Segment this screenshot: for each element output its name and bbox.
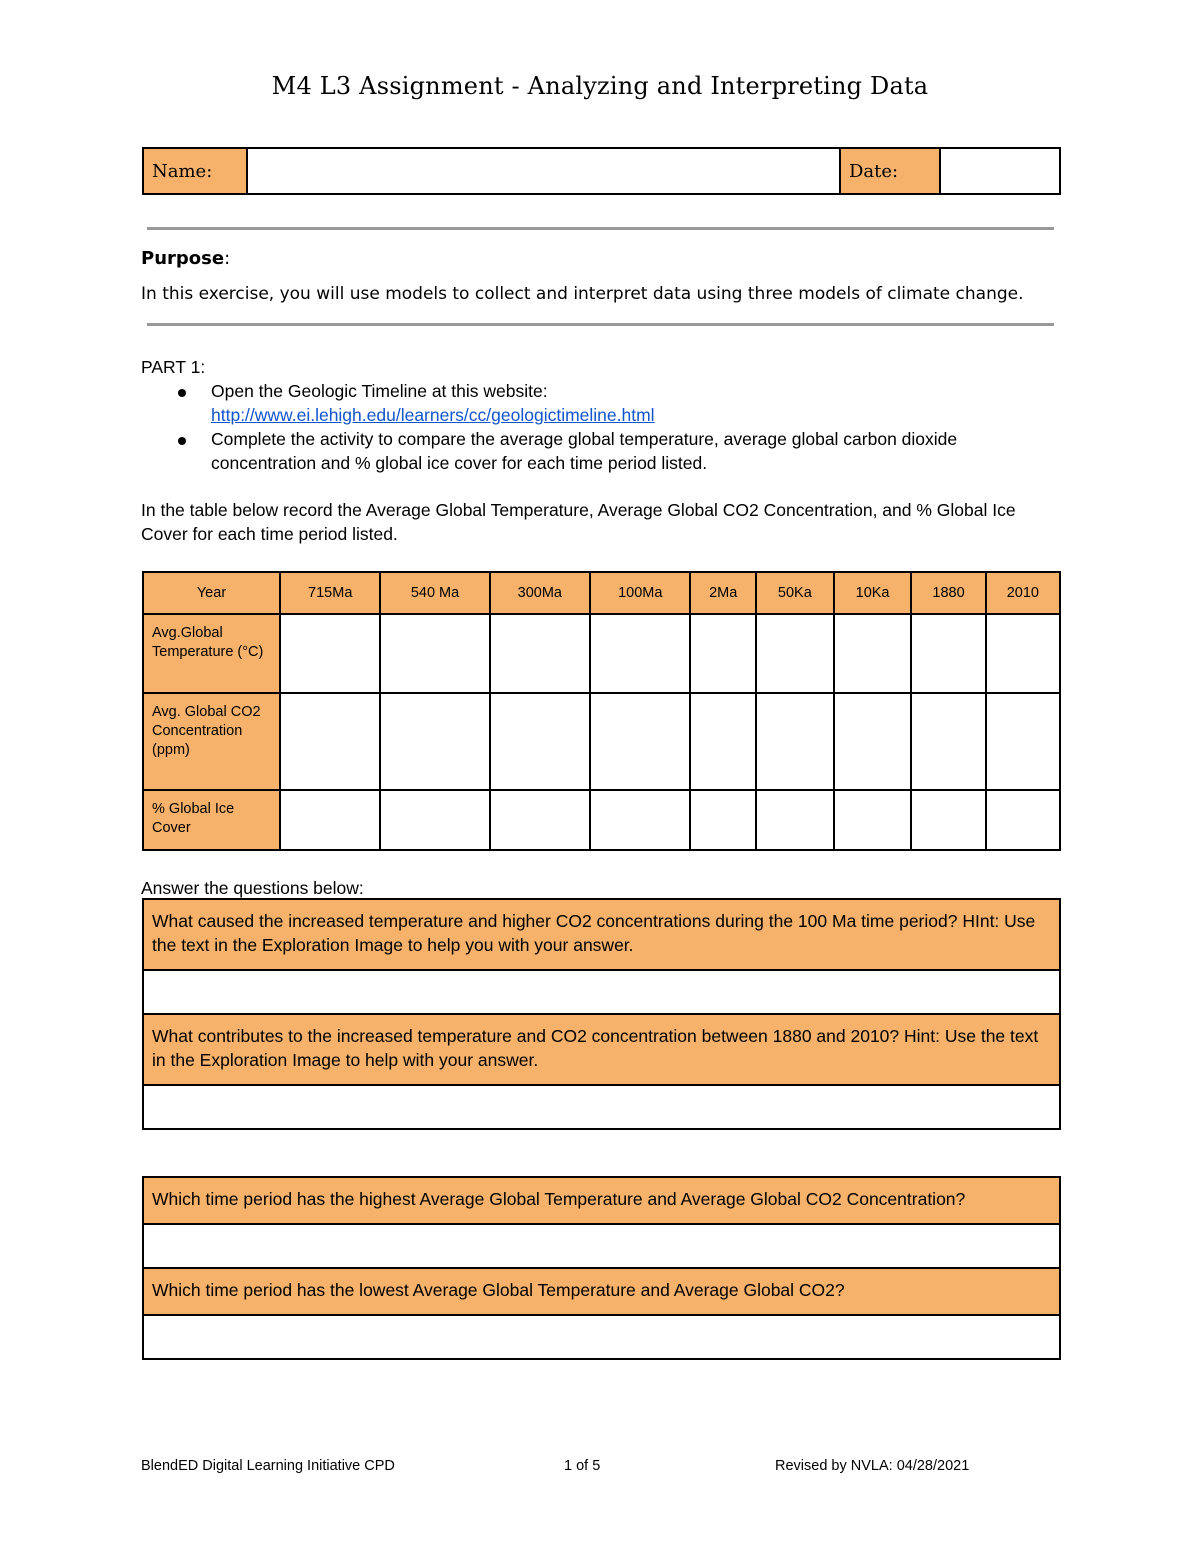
name-field[interactable] xyxy=(247,148,840,194)
list-item xyxy=(141,379,1061,427)
climate-data-table xyxy=(142,571,1061,851)
bullet2-text: Complete the activity to compare the average global temperature, average global carbon dioxide concentration and % global ice cover for each time period listed. xyxy=(211,429,958,473)
data-cell[interactable] xyxy=(490,614,590,693)
data-cell[interactable] xyxy=(380,614,489,693)
row-label-temperature: Avg.Global Temperature (°C) xyxy=(143,614,280,693)
data-cell[interactable] xyxy=(590,614,690,693)
divider xyxy=(147,227,1054,230)
data-cell[interactable] xyxy=(986,614,1060,693)
answer-field[interactable] xyxy=(143,970,1060,1014)
name-label: Name: xyxy=(143,148,247,194)
period-header: 715Ma xyxy=(280,572,380,614)
question-text: What caused the increased temperature and higher CO2 concentrations during the 100 Ma time period? HInt: Use the text in the Exploration Image to help you with your answer. xyxy=(143,899,1060,970)
question-text: What contributes to the increased temperature and CO2 concentration between 1880 and 2010? Hint: Use the text in the Exploration Image to help with your answer. xyxy=(143,1014,1060,1085)
divider xyxy=(147,323,1054,326)
data-cell[interactable] xyxy=(590,693,690,790)
data-cell[interactable] xyxy=(490,790,590,850)
period-header: 10Ka xyxy=(834,572,912,614)
data-cell[interactable] xyxy=(834,614,912,693)
data-cell[interactable] xyxy=(590,790,690,850)
data-cell[interactable] xyxy=(380,790,489,850)
footer-left: BlendED Digital Learning Initiative CPD xyxy=(141,1458,395,1474)
data-cell[interactable] xyxy=(756,693,834,790)
question-text: Which time period has the lowest Average Global Temperature and Average Global CO2? xyxy=(143,1268,1060,1315)
data-cell[interactable] xyxy=(690,790,755,850)
table-instructions: In the table below record the Average Global Temperature, Average Global CO2 Concentration, and % Global Ice Cover for each time period listed. xyxy=(141,500,1016,544)
footer-revision: Revised by NVLA: 04/28/2021 xyxy=(775,1458,970,1474)
part1-bullet-list xyxy=(141,379,1061,475)
period-header: 2010 xyxy=(986,572,1060,614)
data-cell[interactable] xyxy=(986,790,1060,850)
period-header: 50Ka xyxy=(756,572,834,614)
data-cell[interactable] xyxy=(380,693,489,790)
period-header: 100Ma xyxy=(590,572,690,614)
data-cell[interactable] xyxy=(834,790,912,850)
period-header: 1880 xyxy=(911,572,985,614)
list-item xyxy=(141,427,1061,475)
answer-field[interactable] xyxy=(143,1085,1060,1129)
period-header: 540 Ma xyxy=(380,572,489,614)
data-cell[interactable] xyxy=(490,693,590,790)
row-label-ice-cover: % Global Ice Cover xyxy=(143,790,280,850)
purpose-text: In this exercise, you will use models to collect and interpret data using three models of climate change. xyxy=(141,284,1024,304)
bullet-icon xyxy=(178,389,186,397)
name-date-table xyxy=(142,147,1061,195)
date-label: Date: xyxy=(840,148,940,194)
geologic-timeline-link[interactable]: http://www.ei.lehigh.edu/learners/cc/geologictimeline.html xyxy=(211,405,655,425)
answer-field[interactable] xyxy=(143,1315,1060,1359)
table-row xyxy=(143,790,1060,850)
questions-intro: Answer the questions below: xyxy=(141,878,364,898)
data-cell[interactable] xyxy=(911,790,985,850)
answer-field[interactable] xyxy=(143,1224,1060,1268)
data-cell[interactable] xyxy=(690,693,755,790)
row-label-co2: Avg. Global CO2 Concentration (ppm) xyxy=(143,693,280,790)
data-cell[interactable] xyxy=(756,790,834,850)
data-cell[interactable] xyxy=(834,693,912,790)
data-cell[interactable] xyxy=(911,693,985,790)
data-cell[interactable] xyxy=(986,693,1060,790)
purpose-colon: : xyxy=(224,248,231,269)
data-cell[interactable] xyxy=(280,693,380,790)
data-cell[interactable] xyxy=(690,614,755,693)
purpose-heading xyxy=(141,248,230,269)
questions-table-1 xyxy=(142,898,1061,1130)
footer-page-number: 1 of 5 xyxy=(564,1458,601,1474)
period-header: 2Ma xyxy=(690,572,755,614)
data-cell[interactable] xyxy=(280,790,380,850)
data-cell[interactable] xyxy=(756,614,834,693)
page-title: M4 L3 Assignment - Analyzing and Interpreting Data xyxy=(271,72,929,100)
questions-table-2 xyxy=(142,1176,1061,1360)
purpose-label: Purpose xyxy=(141,248,225,269)
bullet1-text: Open the Geologic Timeline at this website: xyxy=(211,381,548,401)
date-field[interactable] xyxy=(940,148,1060,194)
data-cell[interactable] xyxy=(911,614,985,693)
year-label: Year xyxy=(143,572,280,614)
bullet-icon xyxy=(178,437,186,445)
table-row xyxy=(143,614,1060,693)
table-header-row xyxy=(143,572,1060,614)
question-text: Which time period has the highest Average Global Temperature and Average Global CO2 Concentration? xyxy=(143,1177,1060,1224)
table-row xyxy=(143,693,1060,790)
period-header: 300Ma xyxy=(490,572,590,614)
part1-heading: PART 1: xyxy=(141,357,206,377)
data-cell[interactable] xyxy=(280,614,380,693)
